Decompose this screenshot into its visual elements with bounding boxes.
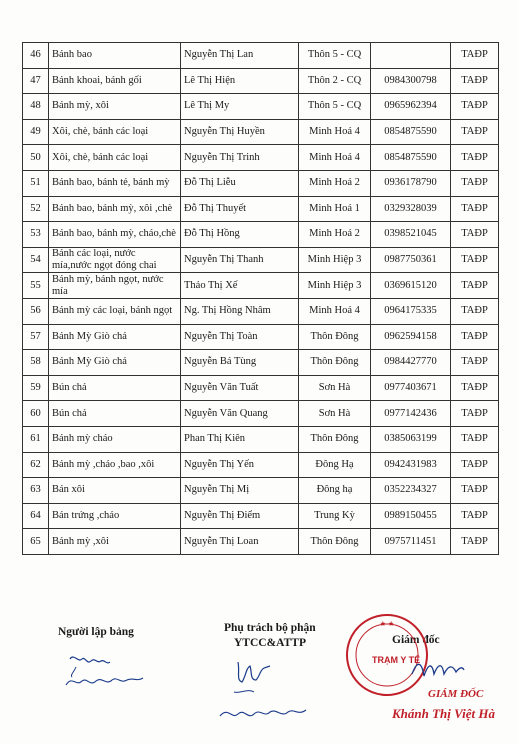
stamp-title: GIÁM ĐỐC [428,688,484,700]
cell-stt: 62 [23,452,49,478]
cell-addr: Đông Hạ [299,452,371,478]
cell-note: TAĐP [451,273,499,299]
cell-name: Đỗ Thị Thuyết [181,196,299,222]
cell-item: Bánh bao, bánh tẻ, bánh mỳ [49,170,181,196]
cell-phone: 0977403671 [371,375,451,401]
cell-stt: 61 [23,426,49,452]
cell-phone: 0989150455 [371,503,451,529]
cell-name: Nguyễn Thị Huyền [181,119,299,145]
table-row [23,529,499,555]
cell-name: Lê Thị My [181,94,299,120]
cell-stt: 59 [23,375,49,401]
cell-addr: Trung Kỳ [299,503,371,529]
cell-addr: Đông hạ [299,478,371,504]
director-signature [408,652,468,686]
cell-phone: 0936178790 [371,170,451,196]
table-row [23,426,499,452]
cell-phone: 0369615120 [371,273,451,299]
cell-item: Bán xôi [49,478,181,504]
cell-name: Lê Thị Hiện [181,68,299,94]
table-row [23,94,499,120]
table-row [23,503,499,529]
cell-phone: 0975711451 [371,529,451,555]
cell-note: TAĐP [451,247,499,273]
table-row [23,222,499,248]
cell-stt: 48 [23,94,49,120]
cell-phone: 0854875590 [371,145,451,171]
cell-addr: Sơn Hà [299,375,371,401]
cell-stt: 46 [23,43,49,69]
table-row [23,350,499,376]
cell-phone: 0854875590 [371,119,451,145]
cell-name: Nguyễn Thị Lan [181,43,299,69]
table-body [23,43,499,555]
cell-addr: Thôn Đông [299,350,371,376]
cell-stt: 49 [23,119,49,145]
cell-name: Nguyễn Thị Thanh [181,247,299,273]
cell-stt: 47 [23,68,49,94]
cell-phone: 0329328039 [371,196,451,222]
cell-note: TAĐP [451,452,499,478]
cell-item: Bánh mỳ các loại, bánh ngọt [49,298,181,324]
table-row [23,170,499,196]
table-row [23,68,499,94]
cell-item: Bánh bao, bánh mỳ, xôi ,chè [49,196,181,222]
cell-item: Bánh mỳ ,cháo ,bao ,xôi [49,452,181,478]
cell-name: Nguyễn Thị Mị [181,478,299,504]
cell-phone: 0984427770 [371,350,451,376]
cell-note: TAĐP [451,426,499,452]
cell-note: TAĐP [451,170,499,196]
cell-note: TAĐP [451,68,499,94]
cell-phone: 0965962394 [371,94,451,120]
table-row [23,401,499,427]
cell-item: Bánh mỳ, xôi [49,94,181,120]
cell-phone: 0984300798 [371,68,451,94]
cell-item: Bánh bao [49,43,181,69]
cell-stt: 55 [23,273,49,299]
cell-phone: 0962594158 [371,324,451,350]
cell-addr: Minh Hoá 2 [299,170,371,196]
cell-addr: Minh Hoá 4 [299,119,371,145]
cell-note: TAĐP [451,350,499,376]
cell-addr: Sơn Hà [299,401,371,427]
stamp-center-text: TRẠM Y TẾ [372,655,421,665]
cell-item: Bún chả [49,375,181,401]
cell-note: TAĐP [451,94,499,120]
table-row [23,298,499,324]
cell-item: Xôi, chè, bánh các loại [49,119,181,145]
cell-addr: Thôn Đông [299,324,371,350]
cell-item: Bánh khoai, bánh gối [49,68,181,94]
cell-name: Thảo Thị Xế [181,273,299,299]
cell-note: TAĐP [451,196,499,222]
cell-item: Bánh mỳ, bánh ngọt, nước mía [49,273,181,299]
officer-signature [214,650,334,735]
cell-name: Nguyễn Bá Tùng [181,350,299,376]
cell-stt: 50 [23,145,49,171]
cell-name: Nguyễn Thị Toàn [181,324,299,350]
preparer-signature [58,645,168,705]
cell-name: Đỗ Thị Liễu [181,170,299,196]
cell-addr: Thôn Đông [299,426,371,452]
table-row [23,478,499,504]
cell-item: Bánh mỳ cháo [49,426,181,452]
cell-note: TAĐP [451,529,499,555]
cell-stt: 56 [23,298,49,324]
cell-item: Bánh bao, bánh mỳ, cháo,chè [49,222,181,248]
cell-note: TAĐP [451,401,499,427]
cell-stt: 57 [23,324,49,350]
cell-addr: Thôn 5 - CQ [299,94,371,120]
cell-note: TAĐP [451,119,499,145]
director-label: Giám đốc [392,634,440,646]
cell-item: Bánh các loại, nước mía,nước ngọt đóng chai [49,247,181,273]
table-row [23,324,499,350]
cell-name: Nguyễn Thị Điểm [181,503,299,529]
cell-item: Bán trứng ,cháo [49,503,181,529]
cell-note: TAĐP [451,503,499,529]
cell-addr: Minh Hiệp 3 [299,247,371,273]
cell-phone: 0385063199 [371,426,451,452]
cell-name: Nguyễn Thị Yến [181,452,299,478]
cell-stt: 52 [23,196,49,222]
food-vendor-table [22,42,499,555]
cell-name: Nguyễn Văn Quang [181,401,299,427]
cell-name: Nguyễn Văn Tuất [181,375,299,401]
cell-addr: Minh Hoá 4 [299,145,371,171]
table-row [23,247,499,273]
cell-stt: 60 [23,401,49,427]
cell-addr: Minh Hiệp 3 [299,273,371,299]
svg-text:★ ★: ★ ★ [379,621,395,628]
table-row [23,145,499,171]
cell-phone: 0987750361 [371,247,451,273]
cell-addr: Thôn Đông [299,529,371,555]
cell-note: TAĐP [451,298,499,324]
cell-stt: 64 [23,503,49,529]
cell-item: Bánh Mỳ Giò chả [49,350,181,376]
cell-note: TAĐP [451,222,499,248]
cell-addr: Thôn 5 - CQ [299,43,371,69]
cell-phone: 0964175335 [371,298,451,324]
cell-addr: Thôn 2 - CQ [299,68,371,94]
table-row [23,452,499,478]
table-row [23,43,499,69]
cell-item: Bánh Mỳ Giò chả [49,324,181,350]
cell-item: Bún chả [49,401,181,427]
table-row [23,273,499,299]
cell-note: TAĐP [451,324,499,350]
cell-addr: Minh Hoá 1 [299,196,371,222]
cell-phone [371,43,451,69]
cell-phone: 0398521045 [371,222,451,248]
cell-addr: Minh Hoá 2 [299,222,371,248]
cell-stt: 53 [23,222,49,248]
cell-stt: 63 [23,478,49,504]
cell-phone: 0352234327 [371,478,451,504]
cell-stt: 54 [23,247,49,273]
table-row [23,119,499,145]
director-name: Khánh Thị Việt Hà [392,706,495,721]
cell-note: TAĐP [451,375,499,401]
cell-name: Phan Thị Kiên [181,426,299,452]
cell-note: TAĐP [451,43,499,69]
cell-addr: Minh Hoá 4 [299,298,371,324]
cell-item: Xôi, chè, bánh các loại [49,145,181,171]
cell-name: Đỗ Thị Hồng [181,222,299,248]
cell-name: Nguyễn Thị Trinh [181,145,299,171]
cell-name: Ng. Thị Hồng Nhâm [181,298,299,324]
officer-label-line1: Phụ trách bộ phận [224,622,316,634]
table-row [23,375,499,401]
cell-name: Nguyễn Thị Loan [181,529,299,555]
cell-note: TAĐP [451,478,499,504]
table-row [23,196,499,222]
cell-phone: 0977142436 [371,401,451,427]
cell-phone: 0942431983 [371,452,451,478]
cell-note: TAĐP [451,145,499,171]
cell-stt: 65 [23,529,49,555]
cell-item: Bánh mỳ ,xôi [49,529,181,555]
officer-label-line2: YTCC&ATTP [234,637,306,649]
cell-stt: 58 [23,350,49,376]
preparer-label: Người lập bảng [58,626,134,638]
cell-stt: 51 [23,170,49,196]
